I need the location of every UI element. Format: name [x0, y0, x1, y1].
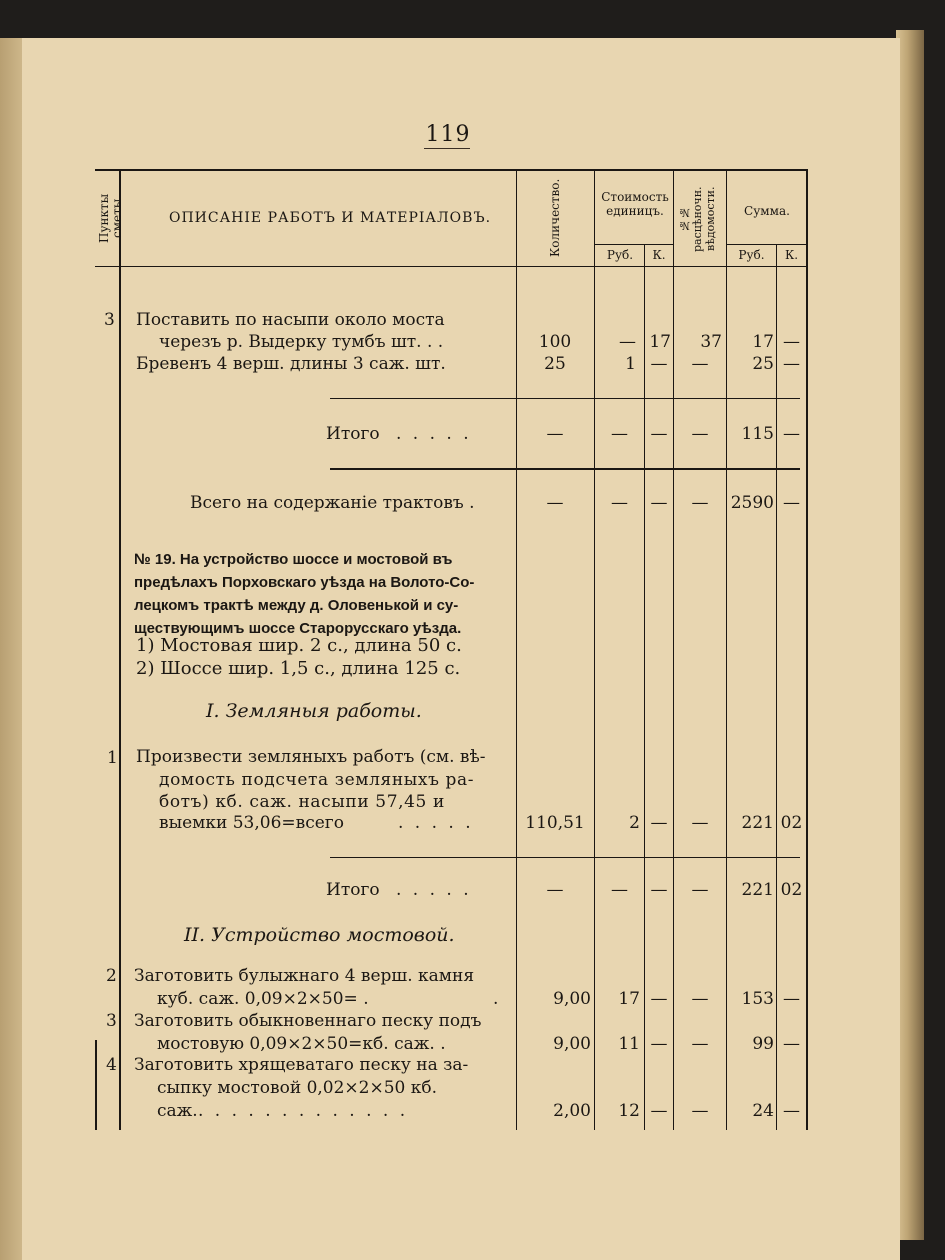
unit-kop-cell: —	[650, 880, 668, 900]
unit-kop-cell: 17	[649, 332, 671, 352]
unit-rub-cell: 11	[618, 1034, 640, 1054]
row-text: выемки 53,06=всего	[159, 813, 344, 833]
sum-rub-cell: 25	[752, 354, 774, 374]
item-number: 2	[106, 966, 117, 986]
sum-kop-cell: —	[783, 424, 800, 444]
sum-kop-cell: —	[783, 1034, 800, 1054]
unit-kop-cell: —	[650, 354, 668, 374]
sum-rub-cell: 221	[741, 813, 774, 833]
unit-kop-cell: —	[650, 424, 668, 444]
sheet-number-cell: 37	[700, 332, 722, 352]
row-text: мостовую 0,09×2×50=кб. саж. .	[157, 1034, 446, 1054]
row-text: черезъ р. Выдерку тумбъ шт. . .	[159, 332, 444, 352]
spec-line: 2) Шоссе шир. 1,5 с., длина 125 с.	[136, 658, 461, 679]
header-items: Пункты сметы	[97, 193, 124, 243]
unit-rub-cell: —	[619, 332, 636, 352]
row-text: Поставить по насыпи около моста	[136, 310, 445, 330]
page-number: 119	[425, 122, 471, 147]
item-number: 1	[107, 748, 118, 768]
sum-kop-cell: 02	[780, 880, 803, 900]
unit-rub-cell: 12	[618, 1101, 640, 1121]
header-quantity: Количество.	[548, 178, 562, 258]
unit-rub-cell: —	[611, 493, 628, 513]
item-number: 3	[106, 1011, 117, 1031]
unit-kop-cell: —	[650, 813, 668, 833]
leader-dots: . . . . . . . . . . . . .	[198, 1101, 409, 1121]
unit-kop-cell: —	[650, 989, 668, 1009]
header-rub-unit: Руб.	[606, 248, 634, 262]
unit-rub-cell: —	[611, 424, 628, 444]
sum-rub-cell: 24	[752, 1101, 774, 1121]
item-number: 3	[104, 310, 115, 330]
sheet-number-cell: —	[691, 354, 709, 374]
spec-line: 1) Мостовая шир. 2 с., длина 50 с.	[136, 635, 462, 656]
sum-rub-cell: 2590	[730, 493, 774, 513]
unit-rub-cell: 17	[618, 989, 640, 1009]
sheet-number-cell: —	[691, 880, 709, 900]
page-edges	[896, 30, 924, 1240]
section-line: лецкомъ трактѣ между д. Оловенькой и су-	[134, 597, 459, 614]
quantity-cell: 2,00	[553, 1101, 591, 1121]
leader-dots: . . . . .	[396, 424, 472, 444]
unit-kop-cell: —	[650, 1101, 668, 1121]
subtotal-label: Итого	[326, 424, 380, 444]
sum-rub-cell: 17	[752, 332, 774, 352]
header-kop-sum: К.	[784, 248, 799, 262]
sheet-number-cell: —	[691, 493, 709, 513]
row-text: Произвести земляныхъ работъ (см. вѣ-	[136, 747, 486, 767]
sheet-number-cell: —	[691, 424, 709, 444]
header-description: ОПИСАНІЕ РАБОТЪ И МАТЕРІАЛОВЪ.	[168, 210, 492, 226]
sheet-number-cell: —	[691, 1101, 709, 1121]
part-title: I. Земляныя работы.	[206, 700, 422, 722]
quantity-cell: —	[546, 424, 564, 444]
leader-dots: . . . . .	[398, 813, 474, 833]
header-rub-sum: Руб.	[738, 248, 765, 262]
sum-rub-cell: 99	[752, 1034, 774, 1054]
row-text: куб. саж. 0,09×2×50= .	[157, 989, 369, 1009]
unit-rub-cell: 1	[625, 354, 636, 374]
book-gutter	[0, 38, 24, 1260]
sum-kop-cell: —	[783, 1101, 800, 1121]
page-number-underline	[424, 148, 470, 149]
header-unit-cost: Стоимость единицъ.	[601, 190, 669, 218]
sheet-number-cell: —	[691, 813, 709, 833]
sheet-number-cell: —	[691, 1034, 709, 1054]
item-number: 4	[106, 1055, 117, 1075]
row-text: саж.	[157, 1101, 198, 1121]
header-sum: Сумма.	[744, 204, 790, 218]
sum-rub-cell: 221	[741, 880, 774, 900]
part-title: II. Устройство мостовой.	[184, 924, 455, 946]
row-text: Заготовить булыжнаго 4 верш. камня	[134, 966, 475, 986]
subtotal-label: Итого	[326, 880, 380, 900]
sum-kop-cell: —	[783, 332, 800, 352]
quantity-cell: 9,00	[553, 989, 591, 1009]
quantity-cell: —	[546, 880, 564, 900]
quantity-cell: 110,51	[525, 813, 585, 833]
header-sheet-number: №№ расцѣночн. вѣдомости.	[678, 186, 717, 252]
quantity-cell: 100	[538, 332, 572, 352]
sum-kop-cell: 02	[780, 813, 803, 833]
row-text: домость подсчета земляныхъ ра-	[159, 770, 475, 790]
unit-kop-cell: —	[650, 493, 668, 513]
unit-kop-cell: —	[650, 1034, 668, 1054]
section-line: № 19. На устройство шоссе и мостовой въ	[134, 551, 453, 568]
section-line: ществующимъ шоссе Старорусскаго уѣзда.	[134, 620, 462, 637]
leader-dots: .	[493, 989, 499, 1009]
sum-rub-cell: 153	[741, 989, 774, 1009]
quantity-cell: 9,00	[553, 1034, 591, 1054]
quantity-cell: 25	[544, 354, 566, 374]
grand-total-label: Всего на содержаніе трактовъ .	[190, 493, 475, 513]
sum-kop-cell: —	[783, 989, 800, 1009]
sum-kop-cell: —	[783, 493, 800, 513]
sheet-number-cell: —	[691, 989, 709, 1009]
sum-rub-cell: 115	[741, 424, 774, 444]
unit-rub-cell: —	[611, 880, 628, 900]
sum-kop-cell: —	[783, 354, 800, 374]
row-text: сыпку мостовой 0,02×2×50 кб.	[157, 1078, 438, 1098]
row-text: Заготовить хрящеватаго песку на за-	[134, 1055, 469, 1075]
unit-rub-cell: 2	[629, 813, 640, 833]
row-text: Бревенъ 4 верш. длины 3 саж. шт.	[136, 354, 446, 374]
quantity-cell: —	[546, 493, 564, 513]
header-kop-unit: К.	[652, 248, 666, 262]
leader-dots: . . . . .	[396, 880, 472, 900]
row-text: Заготовить обыкновеннаго песку подъ	[134, 1011, 482, 1031]
section-line: предѣлахъ Порховскаго уѣзда на Волото-Со-	[134, 574, 475, 591]
row-text: ботъ) кб. саж. насыпи 57,45 и	[159, 792, 445, 812]
